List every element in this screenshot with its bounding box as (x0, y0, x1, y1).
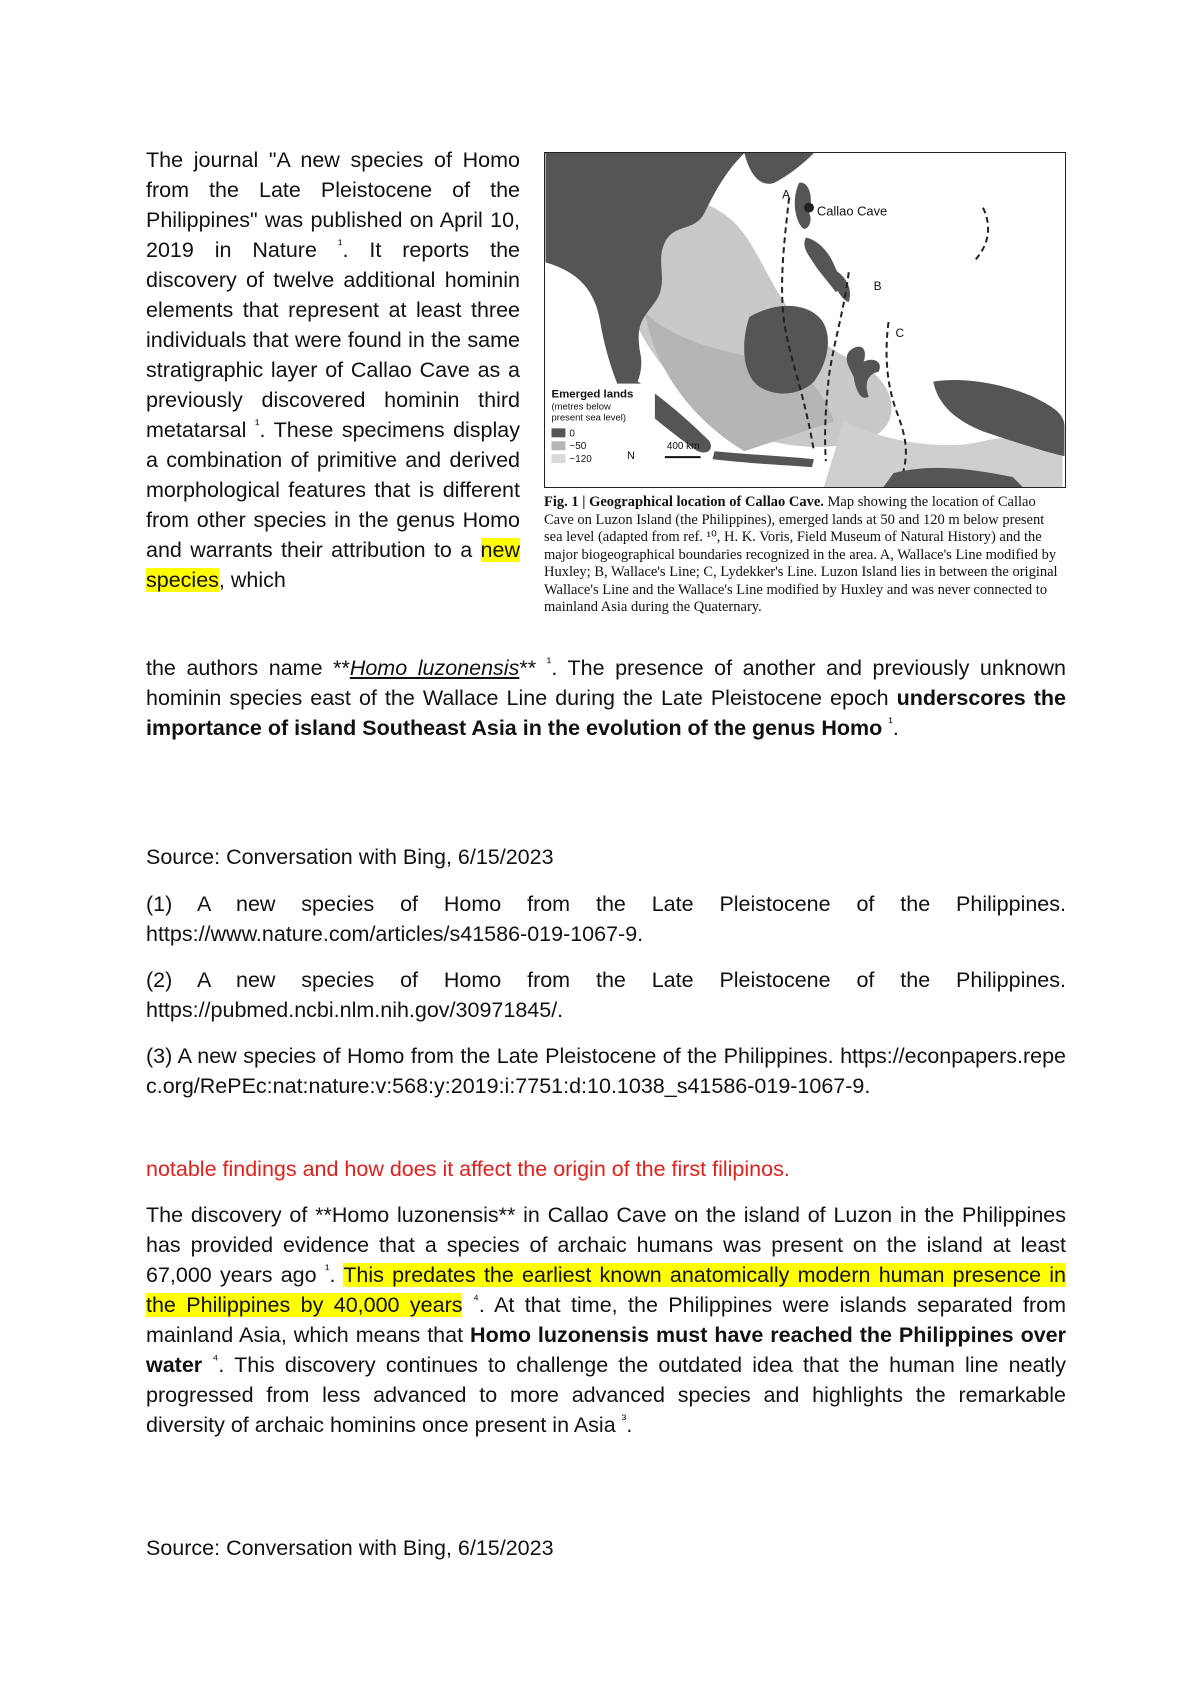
bold-statement: Homo luzonensis must have reached the Philippines over water (146, 1323, 1066, 1377)
legend-0: 0 (569, 428, 575, 440)
north-arrow-label: N (627, 450, 635, 463)
discovery-text-4: . This discovery continues to challenge the outdated idea that the human line neatly progressed from less advanced to more advanced species and highlights the remarkable diversity of archaic hominins once present in Asia (146, 1353, 1067, 1437)
discovery-text-5: . (626, 1413, 633, 1437)
species-name: Homo luzonensis (349, 656, 520, 680)
legend-120: −120 (569, 454, 592, 466)
intro-text-1: The journal "A new species of Homo from the Late Pleistocene of the Philippines" was published on April 10, 2019 in Nature (146, 148, 520, 262)
map-label-b: B (873, 279, 882, 294)
discovery-text-1: The discovery of **Homo luzonensis** in Callao Cave on the island of Luzon in the Philippines has provided evidence that a species of archaic humans was present on the island at least 67,000 years ago (146, 1203, 1066, 1287)
cont-text-1: the authors name ** (146, 656, 350, 680)
reference-item: (3) A new species of Homo from the Late Pleistocene of the Philippines. https://econpapers.repec.org/RePEc:nat:nature:v:568:y:2019:i:7751:d:10.1038_s41586-019-1067-9. (146, 1044, 1066, 1098)
footnote-ref: ¹ (254, 415, 260, 432)
cont-text-2: ** (519, 656, 537, 680)
reference-item: (1) A new species of Homo from the Late Pleistocene of the Philippines. https://www.nature.com/articles/s41586-019-1067-9. (146, 892, 1066, 946)
figure (544, 152, 1066, 617)
map-image (544, 152, 1066, 488)
legend-50: −50 (569, 441, 587, 453)
question-heading: notable findings and how does it affect the origin of the first filipinos. (146, 1157, 790, 1181)
reference-list (146, 889, 1066, 1117)
bold-statement: underscores the importance of island Southeast Asia in the evolution of the genus Homo (146, 686, 1066, 740)
footnote-ref: ⁴ (212, 1350, 219, 1367)
legend-subtitle-2: present sea level) (551, 412, 627, 424)
map-label-a: A (782, 187, 791, 202)
figure-caption (544, 494, 1066, 617)
map-label-c: C (895, 325, 905, 340)
footnote-ref: ³ (621, 1410, 627, 1427)
cont-text-4: . (892, 716, 899, 740)
cont-text-3: . The presence of another and previously unknown hominin species east of the Wallace Line during the Late Pleistocene epoch (146, 656, 1066, 710)
intro-continuation (146, 653, 1066, 743)
discovery-text-3: . At that time, the Philippines were islands separated from mainland Asia, which means that (146, 1293, 1066, 1347)
discovery-text-2: . (329, 1263, 344, 1287)
footnote-ref: ¹ (888, 713, 893, 730)
intro-text-4: , which (218, 568, 286, 592)
intro-text-2: . It reports the discovery of twelve additional hominin elements that represent at least three individuals that were found in the same stratigraphic layer of Callao Cave as a previously discovered hominin third metatarsal (146, 238, 520, 442)
discovery-paragraph (146, 1200, 1066, 1440)
reference-item: (2) A new species of Homo from the Late Pleistocene of the Philippines. https://pubmed.ncbi.nlm.nih.gov/30971845/. (146, 968, 1066, 1022)
map-label-callao: Callao Cave (816, 203, 888, 219)
source-line: Source: Conversation with Bing, 6/15/2023 (146, 845, 554, 869)
intro-paragraph (146, 145, 520, 595)
footnote-ref: ¹ (546, 653, 552, 670)
footnote-ref: ¹ (337, 235, 343, 252)
footnote-ref: ¹ (324, 1260, 330, 1277)
highlighted-text: new species (146, 538, 520, 592)
intro-text-3: . These specimens display a combination of primitive and derived morphological features that is different from other species in the genus Homo and warrants their attribution to a (146, 418, 520, 562)
source-line: Source: Conversation with Bing, 6/15/2023 (146, 1536, 554, 1560)
highlighted-text: This predates the earliest known anatomically modern human presence in the Philippines by 40,000 years (146, 1263, 1067, 1317)
caption-text: Map showing the location of Callao Cave on Luzon Island (the Philippines), emerged lands at 50 and 120 m below present sea level (adapted from ref. ¹⁰, H. K. Voris, Field Museum of Natural History) and the major biogeographical boundaries recognized in the area. A, Wallace's Line modified by Huxley; B, Wallace's Line; C, Lydekker's Line. Luzon Island lies in between the original Wallace's Line and the Wallace's Line modified by Huxley and was never connected to mainland Asia during the Quaternary. (544, 494, 1058, 615)
legend-title: Emerged lands (551, 388, 634, 401)
footnote-ref: ⁴ (472, 1290, 479, 1307)
caption-title: Fig. 1 | Geographical location of Callao Cave. (544, 494, 824, 510)
legend-subtitle-1: (metres below (551, 401, 611, 413)
scale-label: 400 km (666, 441, 700, 453)
